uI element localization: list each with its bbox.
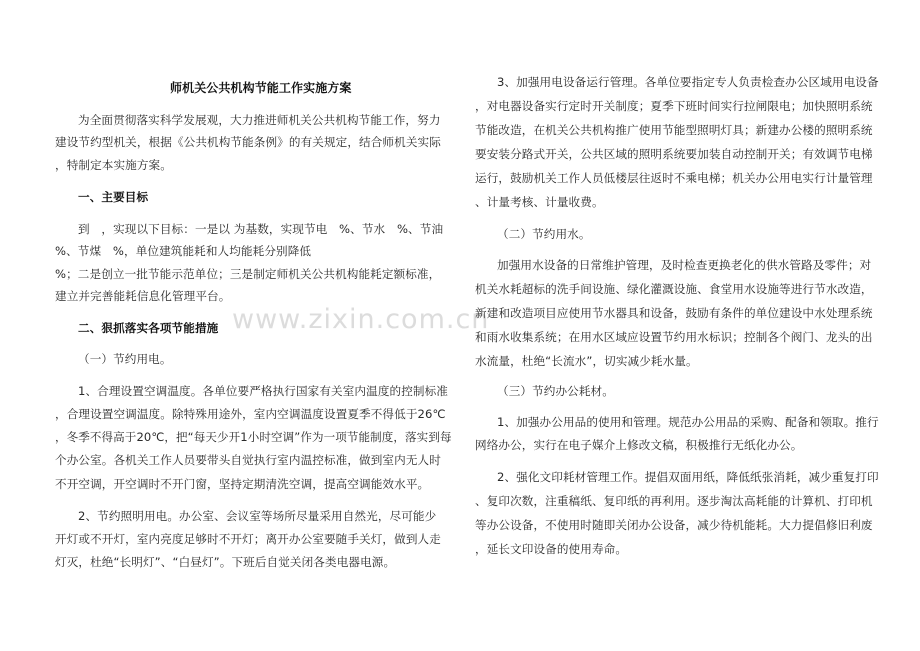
text-line: 运行，鼓励机关工作人员低楼层往返时不乘电梯；机关办公用电实行计量管理 bbox=[475, 171, 873, 185]
text-line: ，合理设置空调温度。除特殊用途外，室内空调温度设置夏季不得低于26℃ bbox=[55, 407, 446, 421]
text-line: 要安装分路式开关，公共区域的照明系统要加装自动控制开关；有效调节电梯 bbox=[475, 147, 873, 161]
text-line: 3、加强用电设备运行管理。各单位要指定专人负责检查办公区域用电设备 bbox=[497, 75, 879, 89]
text-line: ，对电器设备实行定时开关制度；夏季下班时间实行拉闸限电；加快照明系统 bbox=[475, 99, 873, 113]
text-line: 等办公设备，不使用时随即关闭办公设备，减少待机能耗。大力提倡修旧利废 bbox=[475, 518, 873, 532]
text-line: 2、强化文印耗材管理工作。提倡双面用纸，降低纸张消耗，减少重复打印 bbox=[497, 470, 879, 484]
text-line: 、计量考核、计量收费。 bbox=[475, 195, 604, 209]
text-line: %；二是创立一批节能示范单位；三是制定师机关公共机构能耗定额标准， bbox=[55, 267, 441, 281]
text-line: 灯灭，杜绝“长明灯”、“白昼灯”。下班后自觉关闭各类电器电源。 bbox=[55, 555, 396, 569]
text-line: 1、加强办公用品的使用和管理。规范办公用品的采购、配备和领取。推行 bbox=[497, 415, 879, 429]
section-heading: 一、主要目标 bbox=[78, 190, 149, 204]
text-line: 1、合理设置空调温度。各单位要严格执行国家有关室内温度的控制标准 bbox=[78, 384, 448, 398]
subsection-heading: （一）节约用电。 bbox=[78, 352, 172, 366]
watermark: www.zixin.com.cn bbox=[232, 304, 490, 335]
subsection-heading: （三）节约办公耗材。 bbox=[497, 384, 614, 398]
text-line: 开灯或不开灯，室内亮度足够时不开灯；离开办公室要随手关灯，做到人走 bbox=[55, 532, 441, 546]
text-line: 2、节约照明用电。办公室、会议室等场所尽量采用自然光，尽可能少 bbox=[78, 509, 437, 523]
text-line: 机关水耗超标的洗手间设施、绿化灌溉设施、食堂用水设施等进行节水改造， bbox=[475, 282, 873, 296]
text-line: %、节煤 %，单位建筑能耗和人均能耗分别降低 bbox=[55, 244, 312, 258]
text-line: 网络办公，实行在电子媒介上修改文稿，积极推行无纸化办公。 bbox=[475, 438, 803, 452]
text-line: 个办公室。各机关工作人员要带头自觉执行室内温控标准，做到室内无人时 bbox=[55, 453, 441, 467]
text-line: ，冬季不得高于20℃，把“每天少开1小时空调”作为一项节能制度，落实到每 bbox=[55, 430, 452, 444]
text-line: 建设节约型机关，根据《公共机构节能条例》的有关规定，结合师机关实际 bbox=[55, 135, 441, 149]
text-line: 新建和改造项目应使用节水器具和设备，鼓励有条件的单位建设中水处理系统 bbox=[475, 306, 873, 320]
text-line: 加强用水设备的日常维护管理，及时检查更换老化的供水管路及零件；对 bbox=[497, 258, 872, 272]
document-title: 师机关公共机构节能工作实施方案 bbox=[170, 81, 352, 95]
text-line: 为全面贯彻落实科学发展观，大力推进师机关公共机构节能工作，努力 bbox=[78, 113, 441, 127]
text-line: ，延长文印设备的使用寿命。 bbox=[475, 542, 628, 556]
text-line: 到 ，实现以下目标：一是以 为基数，实现节电 %、节水 %、节油 bbox=[78, 222, 444, 236]
text-line: 不开空调，开空调时不开门窗，坚持定期清洗空调，提高空调能效水平。 bbox=[55, 477, 430, 491]
text-line: 建立并完善能耗信息化管理平台。 bbox=[55, 289, 231, 303]
text-line: 节能改造，在机关公共机构推广使用节能型照明灯具；新建办公楼的照明系统 bbox=[475, 123, 873, 137]
text-line: 水流量，杜绝“长流水”，切实减少耗水量。 bbox=[475, 354, 698, 368]
text-line: 和雨水收集系统；在用水区域应设置节约用水标识；控制各个阀门、龙头的出 bbox=[475, 330, 873, 344]
text-line: ，特制定本实施方案。 bbox=[55, 158, 172, 172]
subsection-heading: （二）节约用水。 bbox=[497, 227, 591, 241]
section-heading: 二、狠抓落实各项节能措施 bbox=[78, 321, 219, 335]
text-line: 、复印次数，注重稿纸、复印纸的再利用。逐步淘汰高耗能的计算机、打印机 bbox=[475, 494, 873, 508]
